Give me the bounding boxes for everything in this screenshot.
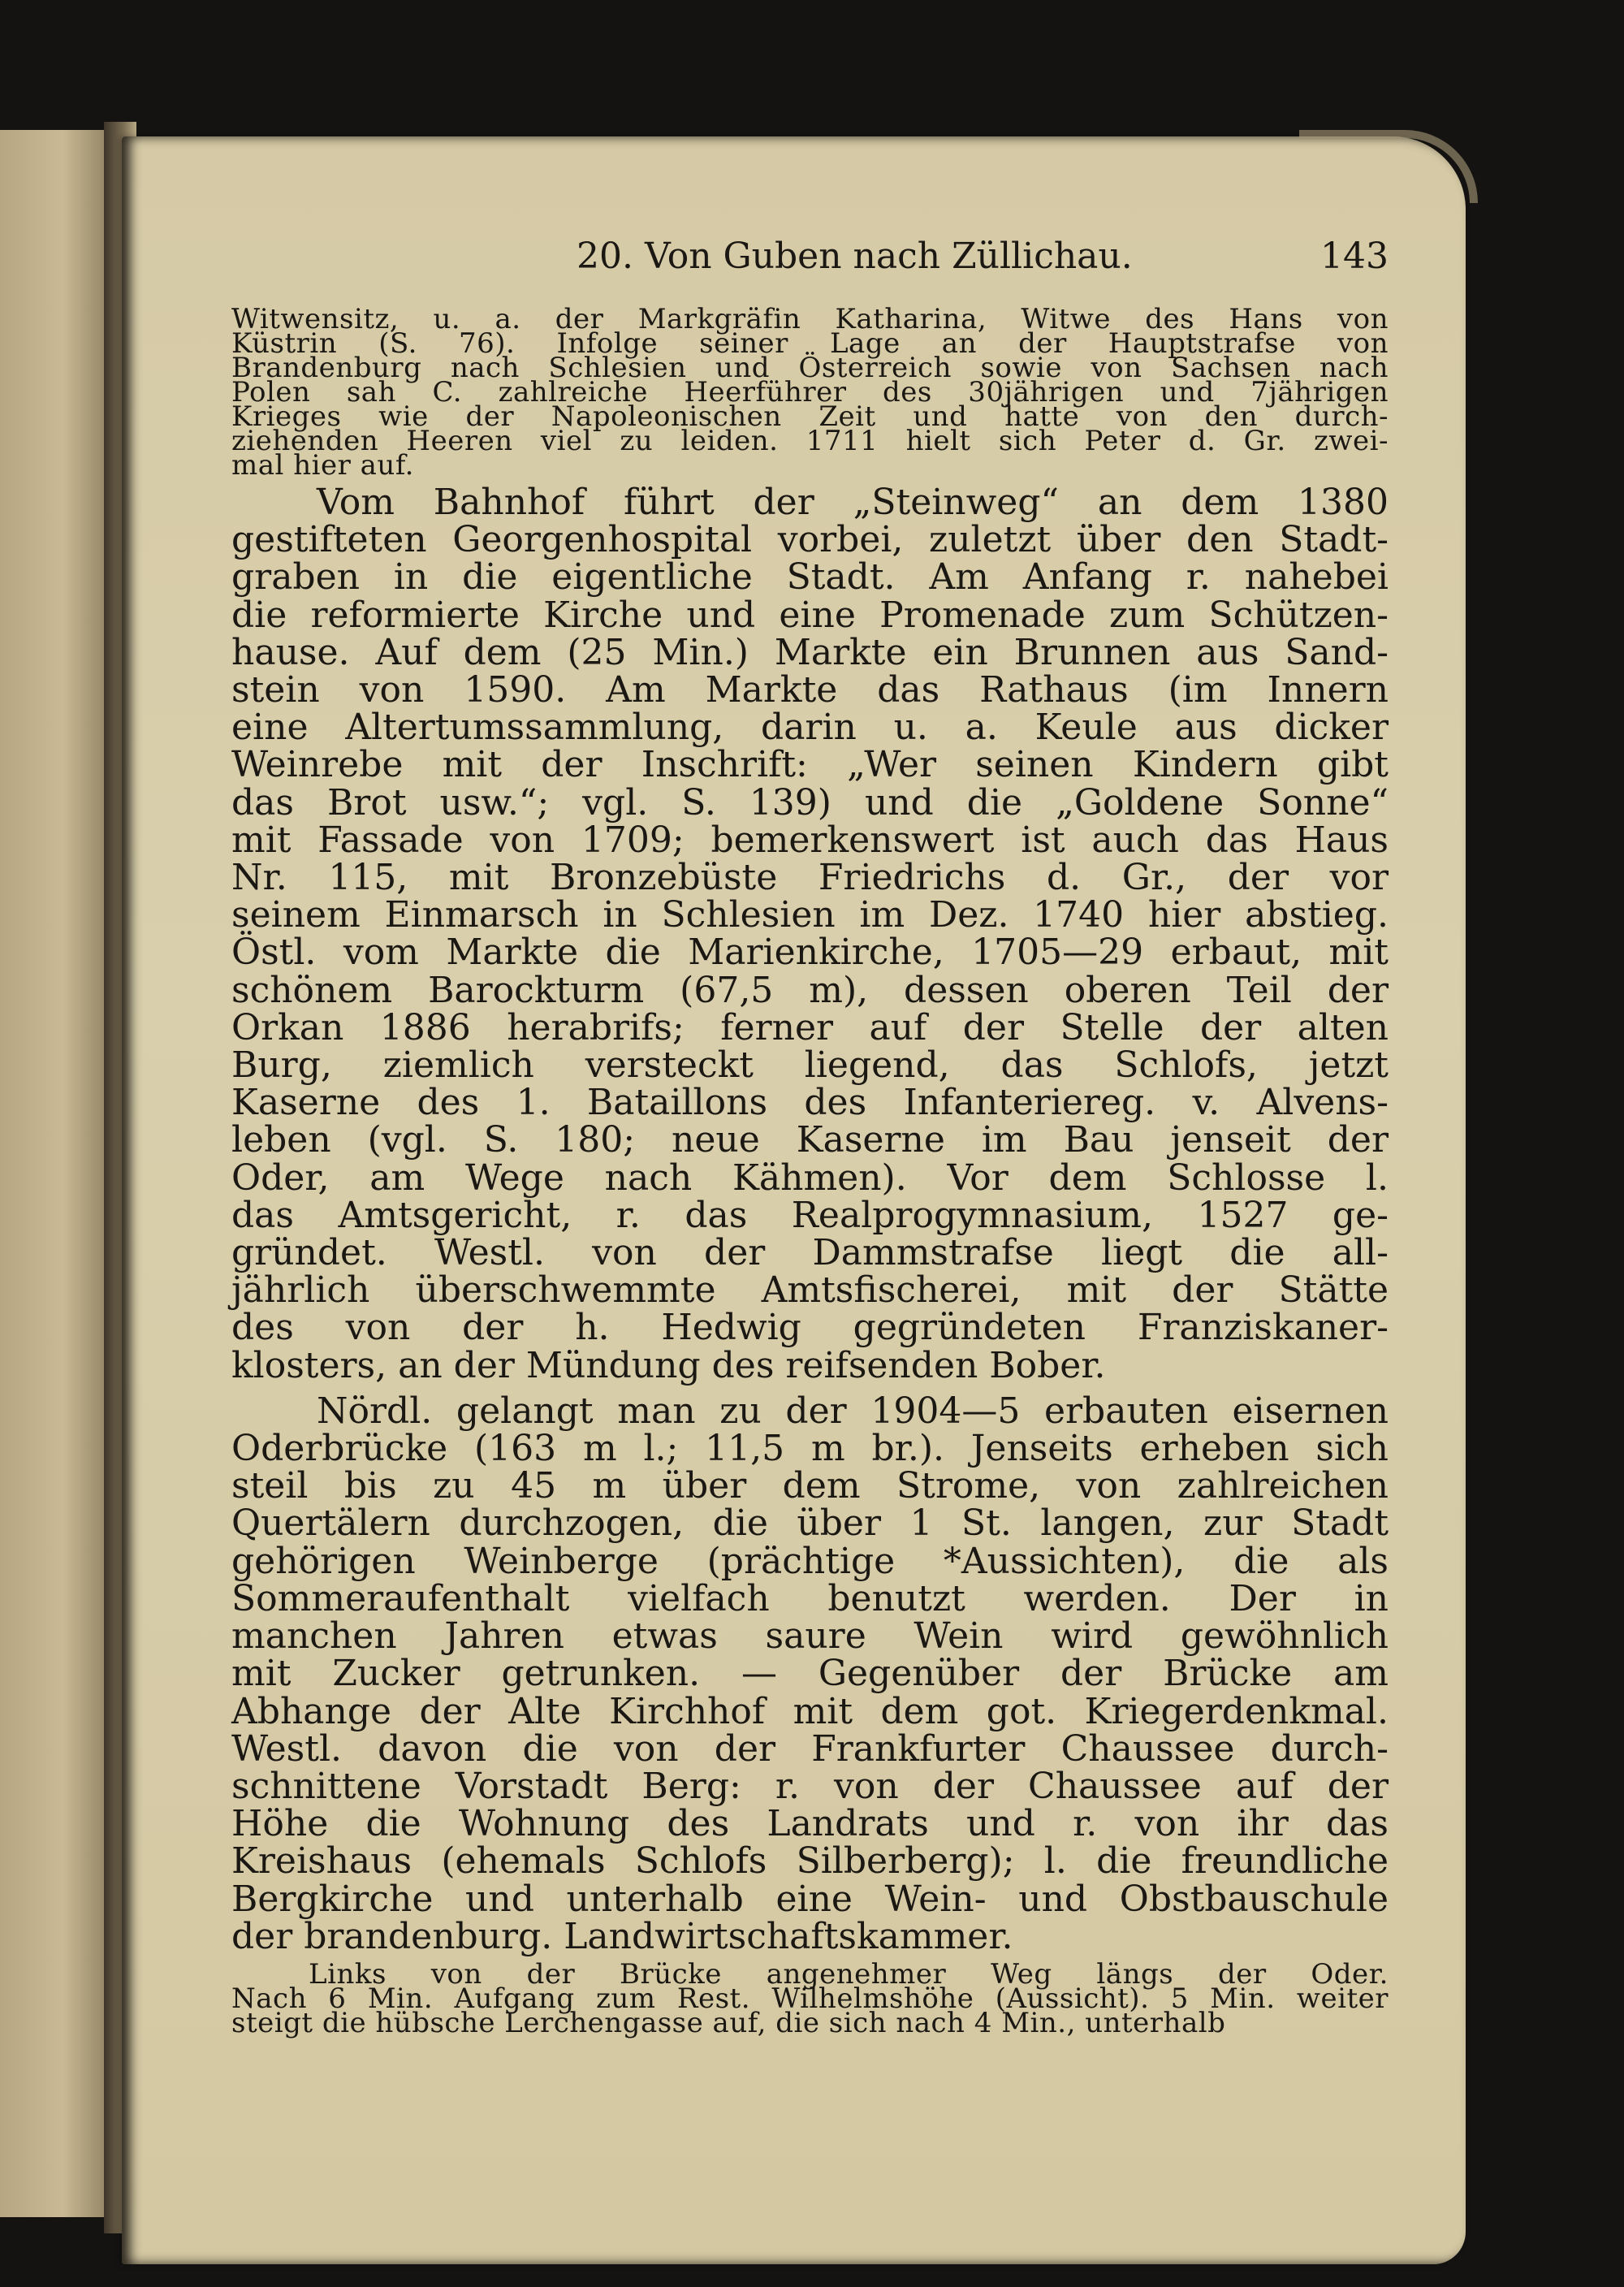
text-line: Weinrebe mit der Inschrift: „Wer seinen Kindern gibt: [231, 744, 1389, 786]
text-line: mal hier auf.: [231, 449, 414, 482]
text-line: manchen Jahren etwas saure Wein wird gewöhnlich: [231, 1615, 1389, 1658]
text-line: schönem Barockturm (67,5 m), dessen oberen Teil der: [231, 969, 1389, 1011]
text-line: stein von 1590. Am Markte das Rathaus (im Innern: [231, 669, 1389, 711]
text-line: leben (vgl. S. 180; neue Kaserne im Bau jenseit der: [231, 1119, 1389, 1161]
body-paragraph: [231, 1390, 1389, 1957]
running-head: [235, 232, 1389, 281]
small-print-paragraph: [231, 303, 1389, 482]
text-line: Polen sah C. zahlreiche Heerführer des 30jährigen und 7jährigen: [231, 376, 1389, 409]
text-line: graben in die eigentliche Stadt. Am Anfang r. nahebei: [231, 556, 1389, 599]
text-line: gründet. Westl. von der Dammstrafse liegt die all-: [231, 1232, 1389, 1274]
text-line: Burg, ziemlich versteckt liegend, das Schlofs, jetzt: [231, 1044, 1389, 1087]
text-line: Höhe die Wohnung des Landrats und r. von ihr das: [231, 1803, 1389, 1845]
text-line: Kaserne des 1. Bataillons des Infanteriereg. v. Alvens-: [231, 1082, 1389, 1124]
text-block: [231, 303, 1389, 2039]
body-paragraph: [231, 484, 1389, 1385]
text-line: Sommeraufenthalt vielfach benutzt werden. Der in: [231, 1577, 1389, 1619]
text-line: klosters, an der Mündung des reifsenden Bober.: [231, 1344, 1106, 1386]
text-line: gehörigen Weinberge (prächtige *Aussichten), die als: [231, 1540, 1389, 1582]
text-line: Brandenburg nach Schlesien und Österreich sowie von Sachsen nach: [231, 352, 1389, 384]
text-line: Westl. davon die von der Frankfurter Chaussee durch-: [231, 1727, 1389, 1770]
text-line: Oderbrücke (163 m l.; 11,5 m br.). Jenseits erheben sich: [231, 1428, 1389, 1470]
text-line: Witwensitz, u. a. der Markgräfin Katharina, Witwe des Hans von: [231, 303, 1389, 335]
page-number: 143: [1320, 236, 1389, 277]
text-line: Krieges wie der Napoleonischen Zeit und hatte von den durch-: [231, 400, 1389, 433]
text-line: das Amtsgericht, r. das Realprogymnasium, 1527 ge-: [231, 1194, 1389, 1236]
text-line: ziehenden Heeren viel zu leiden. 1711 hielt sich Peter d. Gr. zwei-: [231, 425, 1389, 457]
running-head-title: 20. Von Guben nach Züllichau.: [577, 236, 1133, 277]
text-line: Abhange der Alte Kirchhof mit dem got. Kriegerdenkmal.: [231, 1690, 1389, 1732]
text-line: Nördl. gelangt man zu der 1904—5 erbauten eisernen: [317, 1390, 1389, 1432]
text-line: Links von der Brücke angenehmer Weg längs der Oder.: [309, 1957, 1389, 1991]
text-line: Oder, am Wege nach Kähmen). Vor dem Schlosse l.: [231, 1156, 1389, 1199]
text-line: Vom Bahnhof führt der „Steinweg“ an dem 1380: [317, 482, 1389, 523]
text-line: Bergkirche und unterhalb eine Wein- und Obstbauschule: [231, 1878, 1389, 1920]
text-line: Östl. vom Markte die Marienkirche, 1705—29 erbaut, mit: [231, 932, 1389, 974]
text-line: hause. Auf dem (25 Min.) Markte ein Brunnen aus Sand-: [231, 631, 1389, 673]
text-line: des von der h. Hedwig gegründeten Franziskaner-: [231, 1307, 1389, 1349]
text-line: mit Fassade von 1709; bemerkenswert ist auch das Haus: [231, 819, 1389, 861]
text-line: mit Zucker getrunken. — Gegenüber der Brücke am: [231, 1653, 1389, 1695]
text-line: die reformierte Kirche und eine Promenade zum Schützen-: [231, 594, 1389, 636]
text-line: eine Altertumssammlung, darin u. a. Keule aus dicker: [231, 707, 1389, 749]
text-line: der brandenburg. Landwirtschaftskammer.: [231, 1915, 1013, 1957]
text-line: gestifteten Georgenhospital vorbei, zuletzt über den Stadt-: [231, 519, 1389, 561]
text-line: Nach 6 Min. Aufgang zum Rest. Wilhelmshöhe (Aussicht). 5 Min. weiter: [231, 1982, 1389, 2015]
text-line: Nr. 115, mit Bronzebüste Friedrichs d. Gr., der vor: [231, 857, 1389, 899]
text-line: Quertälern durchzogen, die über 1 St. langen, zur Stadt: [231, 1502, 1389, 1545]
book-page: [122, 136, 1466, 2264]
text-line: jährlich überschwemmte Amtsfischerei, mit der Stätte: [231, 1269, 1389, 1312]
text-line: steil bis zu 45 m über dem Strome, von zahlreichen: [231, 1465, 1389, 1507]
text-line: das Brot usw.“; vgl. S. 139) und die „Goldene Sonne“: [231, 781, 1389, 824]
text-line: Kreishaus (ehemals Schlofs Silberberg); l. die freundliche: [231, 1840, 1389, 1883]
text-line: seinem Einmarsch in Schlesien im Dez. 1740 hier abstieg.: [231, 894, 1389, 936]
text-line: Küstrin (S. 76). Infolge seiner Lage an der Hauptstrafse von: [231, 327, 1389, 360]
text-line: Orkan 1886 herabrifs; ferner auf der Stelle der alten: [231, 1006, 1389, 1048]
text-line: steigt die hübsche Lerchengasse auf, die sich nach 4 Min., unterhalb: [231, 2006, 1226, 2039]
facing-page-edge: [0, 130, 114, 2217]
text-line: schnittene Vorstadt Berg: r. von der Chaussee auf der: [231, 1765, 1389, 1807]
small-print-paragraph: [231, 1957, 1389, 2039]
